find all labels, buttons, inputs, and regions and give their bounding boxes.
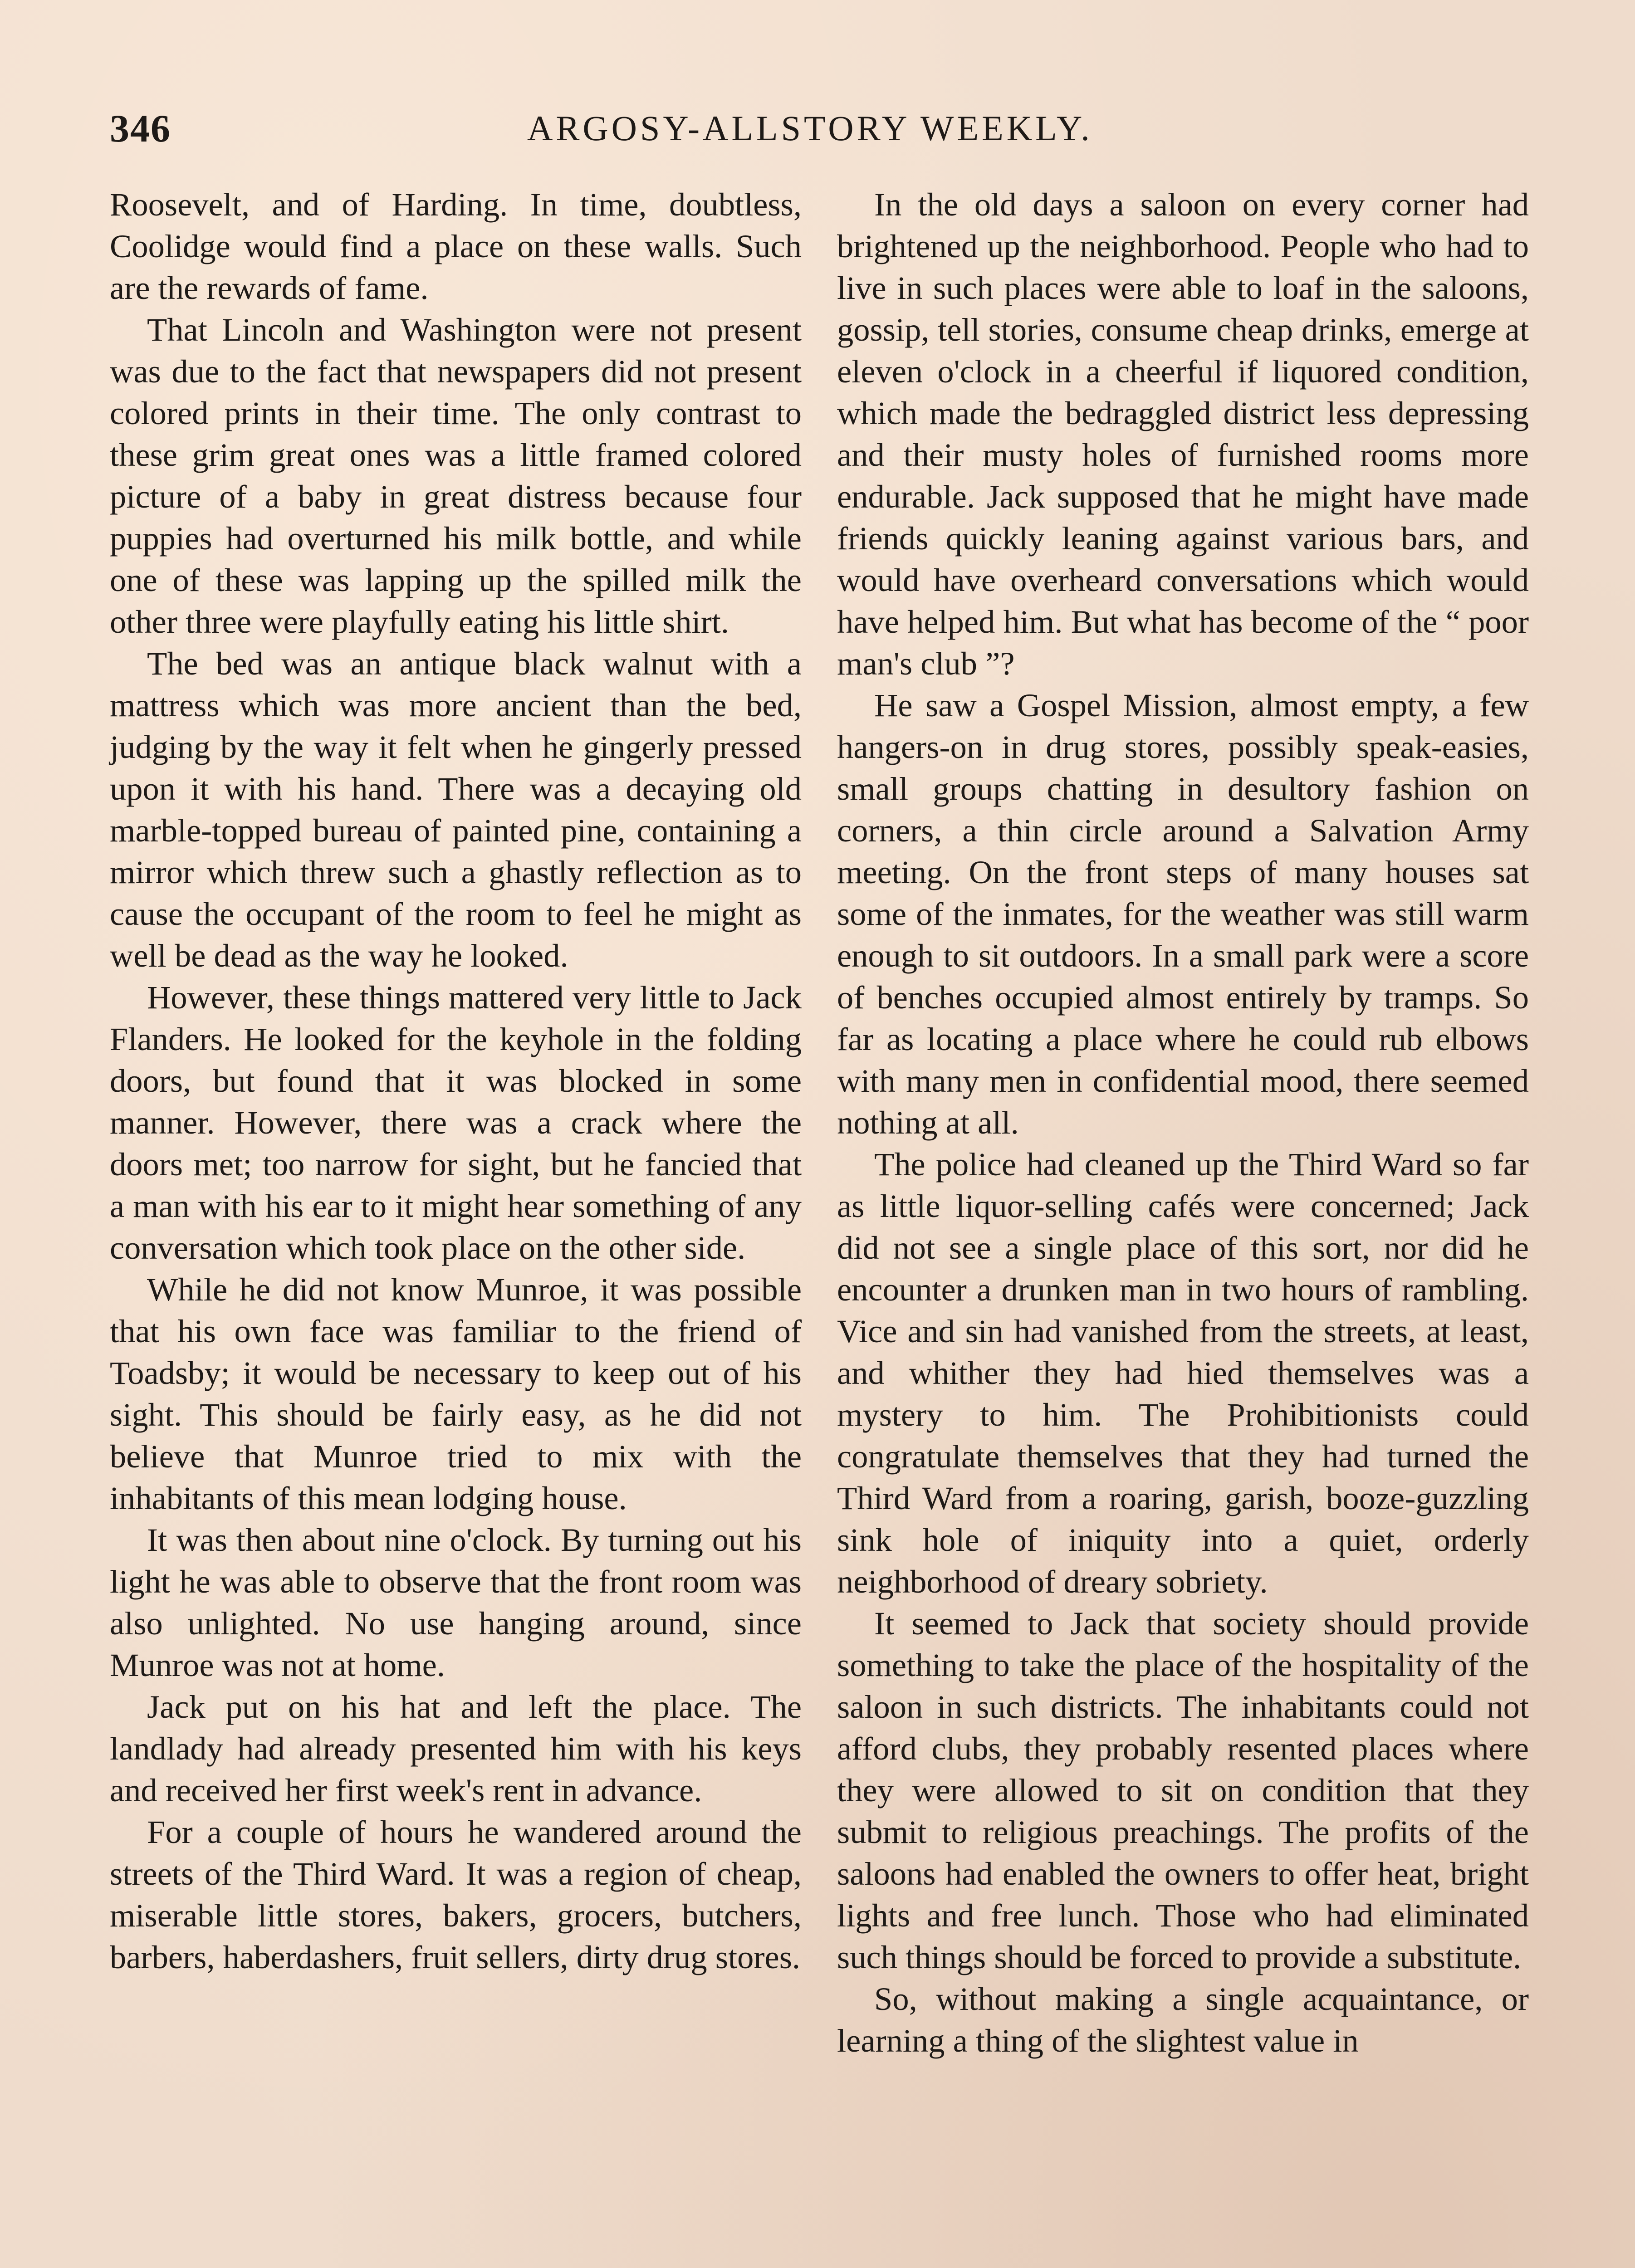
paragraph: The police had cleaned up the Third Ward so far as little liquor-selling cafés were concerned; Jack did not see a single place of this sort, nor did he encounter a drunken man in two hours of rambling. Vice and sin had vanished from the streets, at least, and whither they had hied themselves was a mystery to him. The Prohibitionists could congratulate themselves that they had turned the Third Ward from a roaring, garish, booze-guzzling sink hole of iniquity into a quiet, orderly neighborhood of dreary sobriety. <box>837 1146 1529 1600</box>
paragraph: Roosevelt, and of Harding. In time, doubtless, Coolidge would find a place on these walls. Such are the rewards of fame. <box>110 186 802 306</box>
left-column <box>110 184 802 1978</box>
right-column <box>837 184 1529 2062</box>
paragraph: It was then about nine o'clock. By turning out his light he was able to observe that the front room was also unlighted. No use hanging around, since Munroe was not at home. <box>110 1521 802 1683</box>
page-number: 346 <box>110 107 171 150</box>
paragraph: In the old days a saloon on every corner had brightened up the neighborhood. People who had to live in such places were able to loaf in the saloons, gossip, tell stories, consume cheap drinks, emerge at eleven o'clock in a cheerful if liquored condition, which made the bedraggled district less depressing and their musty holes of furnished rooms more endurable. Jack supposed that he might have made friends quickly leaning against various bars, and would have overheard conversations which would have helped him. But what has become of the “ poor man's club ”? <box>837 186 1529 682</box>
paragraph: While he did not know Munroe, it was possible that his own face was familiar to the friend of Toadsby; it would be necessary to keep out of his sight. This should be fairly easy, as he did not believe that Munroe tried to mix with the inhabitants of this mean lodging house. <box>110 1271 802 1516</box>
running-head: ARGOSY-ALLSTORY WEEKLY. <box>527 108 1093 148</box>
paragraph: However, these things mattered very little to Jack Flanders. He looked for the keyhole in the folding doors, but found that it was blocked in some manner. However, there was a crack where the doors met; too narrow for sight, but he fancied that a man with his ear to it might hear something of any conversation which took place on the other side. <box>110 979 802 1266</box>
paragraph: He saw a Gospel Mission, almost empty, a few hangers-on in drug stores, possibly speak-easies, small groups chatting in desultory fashion on corners, a thin circle around a Salvation Army meeting. On the front steps of many houses sat some of the inmates, for the weather was still warm enough to sit outdoors. In a small park were a score of benches occupied almost entirely by tramps. So far as locating a place where he could rub elbows with many men in confidential mood, there seemed nothing at all. <box>837 687 1529 1141</box>
page-header <box>110 103 1525 158</box>
paragraph: The bed was an antique black walnut with a mattress which was more ancient than the bed, judging by the way it felt when he gingerly pressed upon it with his hand. There was a decaying old marble-topped bureau of painted pine, containing a mirror which threw such a ghastly reflection as to cause the occupant of the room to feel he might as well be dead as the way he looked. <box>110 645 802 974</box>
paragraph: That Lincoln and Washington were not present was due to the fact that newspapers did not present colored prints in their time. The only contrast to these grim great ones was a little framed colored picture of a baby in great distress because four puppies had overturned his milk bottle, and while one of these was lapping up the spilled milk the other three were playfully eating his little shirt. <box>110 311 802 640</box>
paragraph: So, without making a single acquaintance, or learning a thing of the slightest value in <box>837 1980 1529 2059</box>
paragraph: Jack put on his hat and left the place. The landlady had already presented him with his keys and received her first week's rent in advance. <box>110 1688 802 1809</box>
paragraph: It seemed to Jack that society should provide something to take the place of the hospitality of the saloon in such districts. The inhabitants could not afford clubs, they probably resented places where they were allowed to sit on condition that they submit to religious preachings. The profits of the saloons had enabled the owners to offer heat, bright lights and free lunch. Those who had eliminated such things should be forced to provide a substitute. <box>837 1605 1529 1975</box>
paragraph: For a couple of hours he wandered around the streets of the Third Ward. It was a region of cheap, miserable little stores, bakers, grocers, butchers, barbers, haberdashers, fruit sellers, dirty drug stores. <box>110 1813 802 1975</box>
